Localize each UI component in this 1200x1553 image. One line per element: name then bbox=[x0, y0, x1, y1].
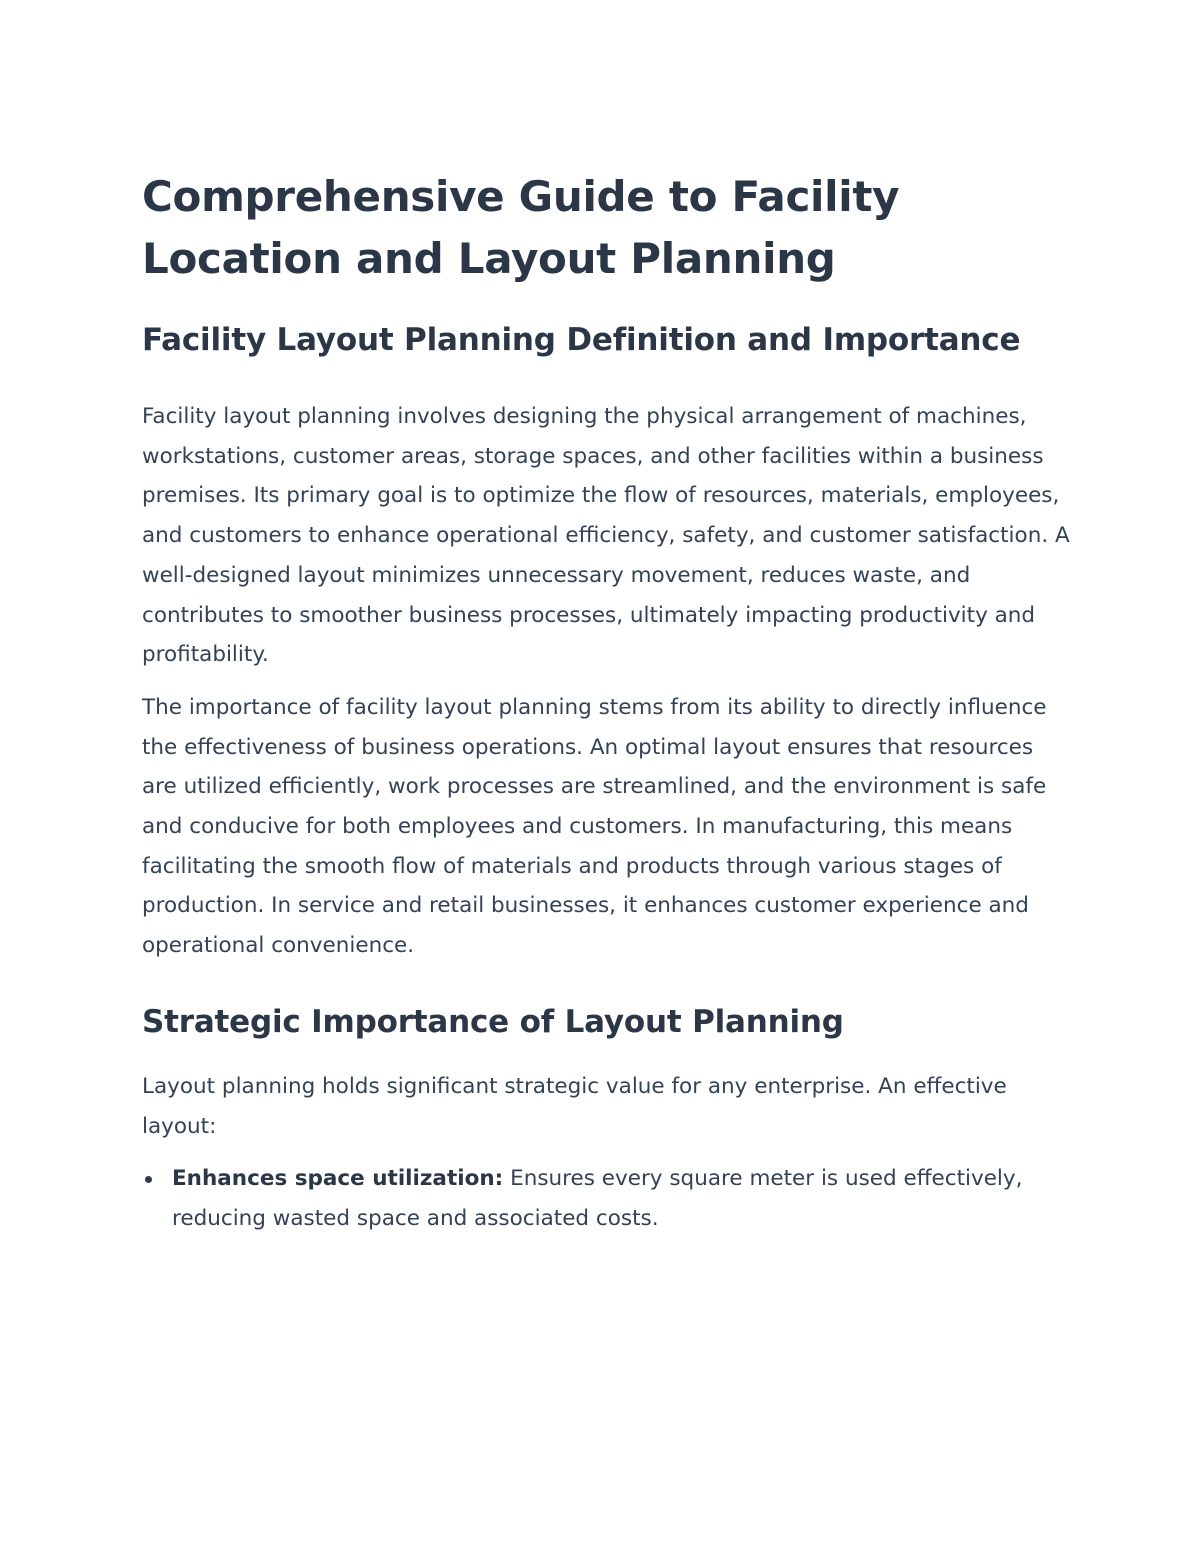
section-heading-definition: Facility Layout Planning Definition and Importance bbox=[142, 322, 1021, 358]
list-item bbox=[142, 1159, 1072, 1238]
bullet-dot-icon bbox=[145, 1176, 152, 1183]
paragraph-strategic-intro: Layout planning holds significant strategic value for any enterprise. An effective layout: bbox=[142, 1073, 1007, 1139]
bullet-term: Enhances space utilization: bbox=[172, 1166, 504, 1192]
strategic-bullet-list bbox=[142, 1159, 1072, 1238]
document-page bbox=[142, 166, 1072, 1239]
document-title: Comprehensive Guide to Facility Location and Layout Planning bbox=[142, 172, 900, 283]
paragraph-importance: The importance of facility layout planning stems from its ability to directly influence the effectiveness of business operations. An optimal layout ensures that resources are utilized efficiently, work processes are streamlined, and the environment is safe and conducive for both employees and customers. In manufacturing, this means facilitating the smooth flow of materials and products through various stages of production. In service and retail businesses, it enhances customer experience and operational convenience. bbox=[142, 694, 1047, 959]
paragraph-definition: Facility layout planning involves designing the physical arrangement of machines, workstations, customer areas, storage spaces, and other facilities within a business premises. Its primary goal is to optimize the flow of resources, materials, employees, and customers to enhance operational efficiency, safety, and customer satisfaction. A well-designed layout minimizes unnecessary movement, reduces waste, and contributes to smoother business processes, ultimately impacting productivity and profitability. bbox=[142, 404, 1070, 668]
section-heading-strategic: Strategic Importance of Layout Planning bbox=[142, 1003, 844, 1040]
bullet-text: Ensures every square meter is used effectively, reducing wasted space and associated costs. bbox=[172, 1166, 1023, 1231]
